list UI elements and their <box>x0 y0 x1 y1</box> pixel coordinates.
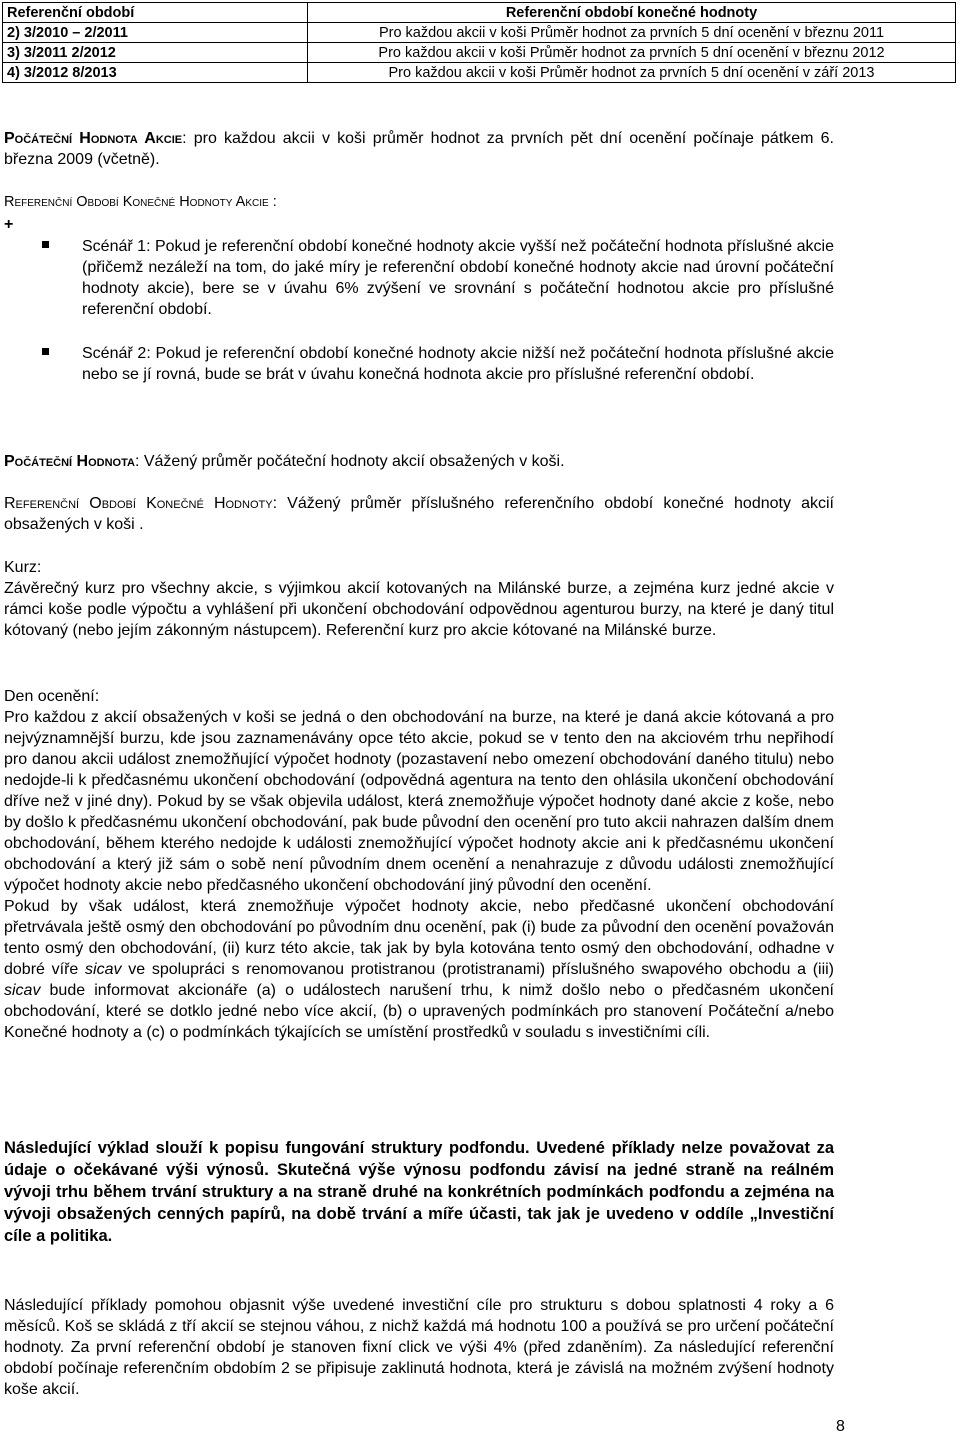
term-label: Referenční Období Konečné Hodnoty <box>4 495 273 512</box>
text-run: ve spolupráci s renomovanou protistranou (protistranami) příslušného swapového obchodu a (iii) <box>121 961 835 978</box>
scenario-1-text: Scénář 1: Pokud je referenční období konečné hodnoty akcie vyšší než počáteční hodnota příslušné akcie (přičemž nezáleží na tom, do jaké míry je referenční období konečné hodnoty akcie nad úrovní počáteční hodnoty akcie), bere se v úvahu 6% zvýšení ve srovnání s počáteční hodnotou akcie pro příslušné referenční období. <box>82 238 834 318</box>
table-cell: 3) 3/2011 2/2012 <box>3 43 308 63</box>
definition-text: : pro každou akcii v koši průměr hodnot za prvních pět dní ocenění počínaje pátkem 6. března 2009 (včetně). <box>4 130 835 168</box>
table-cell: 4) 3/2012 8/2013 <box>3 63 308 83</box>
table-row <box>3 43 956 63</box>
ref-period-final-paragraph <box>4 493 834 535</box>
italic-term: sicav <box>4 982 41 999</box>
table-header-cell: Referenční období <box>3 3 308 23</box>
quoted-section-name: „Investiční cíle a politika <box>4 1205 834 1245</box>
ref-period-final-share-heading <box>4 192 834 213</box>
page-number: 8 <box>836 1418 845 1435</box>
definition-text: : Vážený průměr počáteční hodnoty akcií obsažených v koši. <box>134 453 565 470</box>
valuation-day-section <box>4 686 834 1043</box>
plus-sign: + <box>4 216 14 233</box>
bullet-icon <box>42 348 49 355</box>
section-text: Závěrečný kurz pro všechny akcie, s výjimkou akcií kotovaných na Milánské burze, a zejména kurz jedné akcie v rámci koše podle výpočtu a vyhlášení při ukončení obchodování odpovědnou agenturou burzy, na které je daný titul kótovaný (nebo jejím zákonným nástupcem). Referenční kurz pro akcie kótované na Milánské burze. <box>4 580 834 639</box>
text-run: Pokud by však událost, která znemožňuje výpočet hodnoty akcie, nebo předčasné ukončení obchodování přetrvávala ještě osmý den obchodování po původním dnu ocenění, pak (i) bude za původní den ocenění považován tento osmý den obchodování, (ii) kurz této akcie, tak jak by byla kotována tento osmý den obchodování, odhadne v dobré víře <box>4 898 834 978</box>
heading-suffix: : <box>268 194 277 210</box>
table-row <box>3 63 956 83</box>
table-cell: Pro každou akcii v koši Průměr hodnot za prvních 5 dní ocenění v září 2013 <box>308 63 956 83</box>
initial-value-paragraph <box>4 451 834 472</box>
term-label: Počáteční Hodnota <box>4 453 135 470</box>
section-label: Den ocenění: <box>4 688 100 705</box>
disclaimer-paragraph <box>4 1137 834 1247</box>
section-text: Pro každou z akcií obsažených v koši se jedná o den obchodování na burze, na které je daná akcie kótovaná a pro nejvýznamnější burzu, kde jsou zaznamenávány opce této akcie, pokud se v tento den na akciovém trhu nepřihodí pro danou akcii událost znemožňující výpočet hodnoty (pozastavení nebo omezení obchodování daného titulu) nebo nedojde-li k předčasnému ukončení obchodování (odpovědná agentura na tento den ohlásila ukončení obchodování dříve než v jiné dny). Pokud by se však objevila událost, která znemožňuje výpočet hodnoty dané akcie z koše, nebo by došlo k předčasnému ukončení obchodování, pak bude původní den ocenění pro tuto akcii nahrazen dalším dnem obchodování, během kterého nedojde k události znemožňující výpočet hodnoty akcie ani k předčasnému ukončení obchodování a který již sám o sobě není původním dnem ocenění a nenahrazuje z důvodu události znemožňující výpočet hodnoty akcie nebo předčasného ukončení obchodování jiný původní den ocenění. <box>4 709 834 894</box>
initial-share-value-paragraph <box>4 128 834 170</box>
kurz-section <box>4 557 834 641</box>
term-label: Referenční Období Konečné Hodnoty Akcie <box>4 194 269 210</box>
table-header-row <box>3 3 956 23</box>
table-cell: Pro každou akcii v koši Průměr hodnot za prvních 5 dní ocenění v březnu 2012 <box>308 43 956 63</box>
table-row <box>3 23 956 43</box>
table-cell: 2) 3/2010 – 2/2011 <box>3 23 308 43</box>
definition-text: : Vážený průměr příslušného referenčního období konečné hodnoty akcií obsažených v koši . <box>4 495 834 533</box>
examples-paragraph: Následující příklady pomohou objasnit výše uvedené investiční cíle pro strukturu s dobou splatnosti 4 roky a 6 měsíců. Koš se skládá z tří akcií se stejnou váhou, z nichž každá má hodnotu 100 a používá se pro určení počáteční hodnoty. Za první referenční období je stanoven fixní click ve výši 4% (před zdaněním). Za následující referenční období počínaje referenčním obdobím 2 se připisuje zaklinutá hodnota, která je závislá na možném zvýšení hodnoty koše akcií. <box>4 1297 834 1398</box>
italic-term: sicav <box>85 961 122 978</box>
text-run: bude informovat akcionáře (a) o událostech narušení trhu, k nimž došlo nebo o předčasném ukončení obchodování, které se dotklo jedné nebo více akcií, (b) o upravených podmínkách pro stanovení Počáteční a/nebo Konečné hodnoty a (c) o podmínkách týkajících se umístění prostředků v souladu s investičními cíli. <box>4 982 834 1041</box>
section-text-2 <box>4 896 834 1043</box>
bullet-icon <box>42 241 49 248</box>
text-run: Následující výklad slouží k popisu fungování struktury podfondu. Uvedené příklady nelze považovat za údaje o očekávané výši výnosů. Skutečná výše výnosu podfondu závisí na jedné straně na reálném vývoji trhu během trvání struktury a na straně druhé na konkrétních podmínkách podfondu a zejména na vývoji obsažených cenných papírů, na době trvání a míře účasti, tak jak je uvedeno v oddíle <box>4 1139 834 1223</box>
text-run: . <box>107 1227 113 1245</box>
reference-periods-table <box>2 2 956 83</box>
term-label: Počáteční Hodnota Akcie <box>4 130 183 147</box>
table-header-cell: Referenční období konečné hodnoty <box>308 3 956 23</box>
scenario-2-text: Scénář 2: Pokud je referenční období konečné hodnoty akcie nižší než počáteční hodnota příslušné akcie nebo se jí rovná, bude se brát v úvahu konečná hodnota akcie pro příslušné referenční období. <box>82 345 834 383</box>
table-cell: Pro každou akcii v koši Průměr hodnot za prvních 5 dní ocenění v březnu 2011 <box>308 23 956 43</box>
section-label: Kurz: <box>4 559 42 576</box>
